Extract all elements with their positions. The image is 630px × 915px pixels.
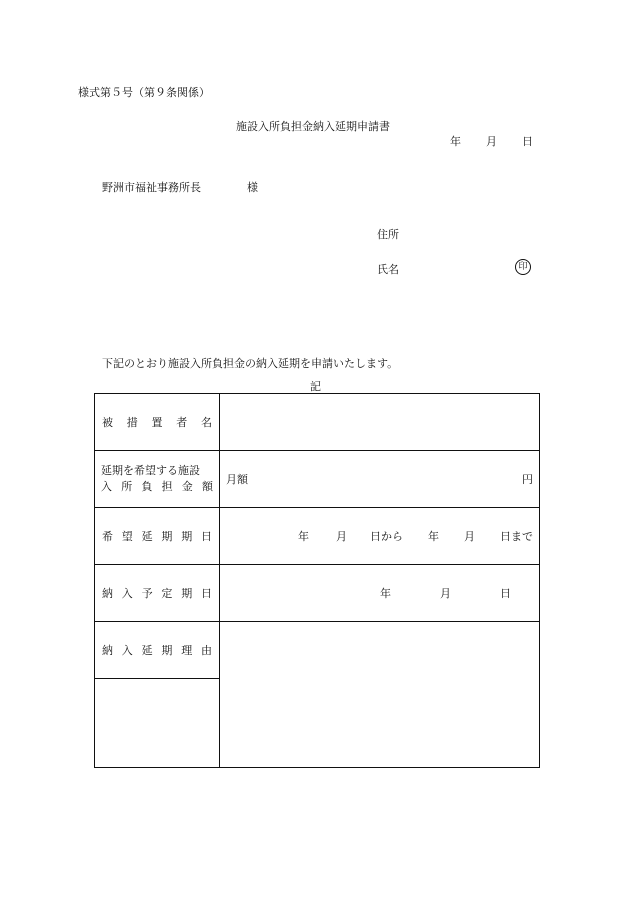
row-beneficiary-name [95,394,540,451]
row-monthly-amount [95,451,540,508]
label-desired-period [95,528,219,544]
label-char: 定 [161,587,173,600]
row-scheduled-date [95,565,540,622]
monthly-prefix: 月額 [226,473,248,486]
period-day-until: 日まで [500,530,533,543]
label-beneficiary-name [95,414,219,430]
application-table [94,393,540,768]
label-char: 額 [201,480,213,493]
name-label: 氏名 [377,263,399,276]
label-char: 由 [200,644,212,657]
yen-unit: 円 [522,473,533,486]
label-char: 日 [200,587,212,600]
row-desired-period [95,508,540,565]
scheduled-month: 月 [440,587,451,600]
monthly-amount-field[interactable] [220,451,540,508]
ki-heading: 記 [310,380,321,393]
label-char: 希 [102,530,113,543]
label-char: 理 [181,644,193,657]
label-scheduled-date [95,585,219,601]
label-char: 期 [161,530,173,543]
label-char: 所 [121,480,133,493]
label-char: 措 [126,416,138,429]
label-char: 置 [151,416,163,429]
addressee-office: 野洲市福祉事務所長 [102,181,201,194]
scheduled-year: 年 [380,587,391,600]
label-char: 望 [121,530,133,543]
label-char: 担 [161,480,173,493]
label-char: 被 [102,416,113,429]
address-label: 住所 [377,228,399,241]
label-char: 期 [161,644,173,657]
addressee-honorific: 様 [247,181,258,194]
period-year-to: 年 [428,530,439,543]
label-char: 日 [200,530,212,543]
label-monthly-amount [95,463,219,495]
label-char: 入 [101,480,112,493]
label-char: 負 [141,480,153,493]
application-date [450,133,533,149]
period-month-to: 月 [464,530,475,543]
form-number: 様式第５号（第９条関係） [78,86,210,99]
seal-mark: 印 [515,259,531,275]
period-month-from: 月 [336,530,347,543]
desired-period-field[interactable] [220,508,540,565]
label-line [101,479,213,495]
date-month: 月 [486,135,497,148]
label-char: 入 [121,587,133,600]
period-day-from: 日から [370,530,403,543]
delay-reason-extension[interactable] [95,679,220,768]
delay-reason-field[interactable] [220,622,540,768]
date-day: 日 [522,135,533,148]
label-char: 延 [141,644,153,657]
date-year: 年 [450,135,461,148]
label-char: 金 [181,480,193,493]
label-char: 期 [181,587,193,600]
document-title: 施設入所負担金納入延期申請書 [236,120,390,133]
label-char: 名 [201,416,212,429]
row-delay-reason [95,622,540,679]
label-char: 入 [121,644,133,657]
label-char: 延 [141,530,153,543]
label-char: 期 [181,530,193,543]
scheduled-date-field[interactable] [220,565,540,622]
label-delay-reason [95,642,219,658]
period-year-from: 年 [298,530,309,543]
label-char: 予 [141,587,153,600]
request-statement: 下記のとおり施設入所負担金の納入延期を申請いたします。 [102,357,399,370]
label-line: 延期を希望する施設 [101,464,200,477]
beneficiary-name-field[interactable] [220,394,540,451]
addressee [102,179,258,195]
label-char: 納 [102,587,113,600]
scheduled-day: 日 [500,587,511,600]
label-char: 者 [176,416,188,429]
label-char: 納 [102,644,113,657]
